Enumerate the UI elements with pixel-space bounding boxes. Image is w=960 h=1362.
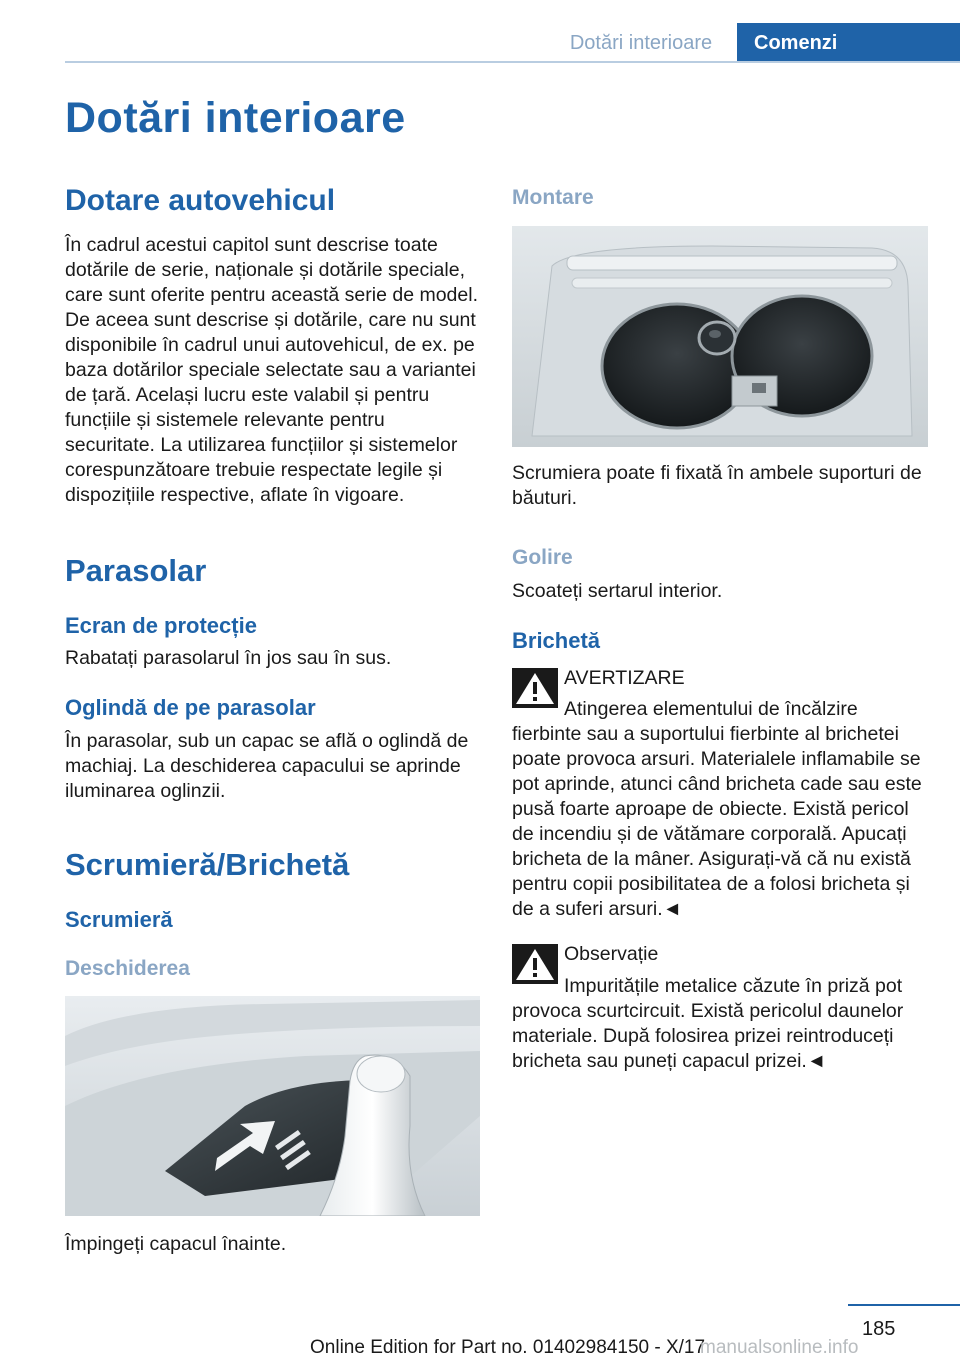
edition-footer: Online Edition for Part no. 01402984150 - X/17: [310, 1337, 706, 1358]
paragraph-vanity-mirror: În parasolar, sub un capac se află o oglindă de machiaj. La deschiderea capacului se aprinde iluminarea oglinzii.: [65, 730, 469, 802]
chapter-tab[interactable]: Comenzi: [737, 23, 960, 63]
ashtray-mounting-photo: [512, 226, 928, 447]
warning-label: AVERTIZARE: [564, 667, 685, 689]
ashtray-opening-illustration: [65, 996, 480, 1216]
heading-lighter: Brichetă: [512, 628, 601, 653]
heading-vanity-mirror: Oglindă de pe parasolar: [65, 695, 316, 720]
section-tab[interactable]: Dotări interioare: [569, 32, 713, 54]
heading-opening: Deschiderea: [65, 957, 190, 980]
page-number-rule: [848, 1304, 960, 1306]
page-header: [0, 23, 960, 63]
heading-ashtray: Scrumieră: [65, 907, 173, 932]
warning-text: Atingerea elementului de încălzire fierbinte sau a suportului fierbinte al brichetei poate provoca arsuri. Materialele inflamabile se pot aprinde, atunci când bricheta cade sau este pusă foarte aproape de obiecte. Există pericol de incendiu și de vătămare corporală. Apucați bricheta de la mâner. Asigurați-vă că nu există pentru copii posibilitatea de a folosi bricheta și de a suferi arsuri.◄: [512, 698, 922, 920]
paragraph-glare-shield: Rabatați parasolarul în jos sau în sus.: [65, 647, 392, 669]
heading-ashtray-lighter: Scrumieră/Brichetă: [65, 847, 350, 882]
note-label: Observație: [564, 943, 659, 965]
watermark: manualsonline.info: [700, 1337, 859, 1358]
heading-glare-shield: Ecran de protecție: [65, 613, 257, 638]
header-rule: [65, 61, 960, 63]
heading-mounting: Montare: [512, 186, 594, 209]
heading-emptying: Golire: [512, 546, 573, 569]
heading-sunvisor: Parasolar: [65, 553, 207, 588]
paragraph-equipment: În cadrul acestui capitol sunt descrise toate dotările de serie, naționale și dotările speciale, care sunt oferite pentru această serie de model. De aceea sunt descrise și dotările, care nu sunt disponibile în cadrul unui autovehicul, de ex. pe baza dotărilor speciale selectate sau a variantei de țară. Același lucru este valabil și pentru funcțiile și sistemele relevante pentru securitate. La utilizarea funcțiilor și sistemelor corespunzătoare trebuie respectate legile și dispozițiile respective, aflate în vigoare.: [65, 234, 478, 506]
page-title: Dotări interioare: [65, 94, 406, 142]
page-number: 185: [862, 1318, 896, 1340]
ashtray-opening-photo: [65, 996, 480, 1216]
cupholder-illustration: [512, 226, 928, 447]
caption-opening: Împingeți capacul înainte.: [65, 1233, 287, 1255]
paragraph-emptying: Scoateți sertarul interior.: [512, 580, 723, 602]
heading-equipment: Dotare autovehicul: [65, 184, 336, 217]
note-text: Impuritățile metalice căzute în priză pot provoca scurtcircuit. Există pericolul daunelor materiale. După folosirea prizei reintroduceți bricheta sau puneți capacul prizei.◄: [512, 975, 904, 1072]
caption-mounting: Scrumiera poate fi fixată în ambele suporturi de băuturi.: [512, 462, 922, 509]
